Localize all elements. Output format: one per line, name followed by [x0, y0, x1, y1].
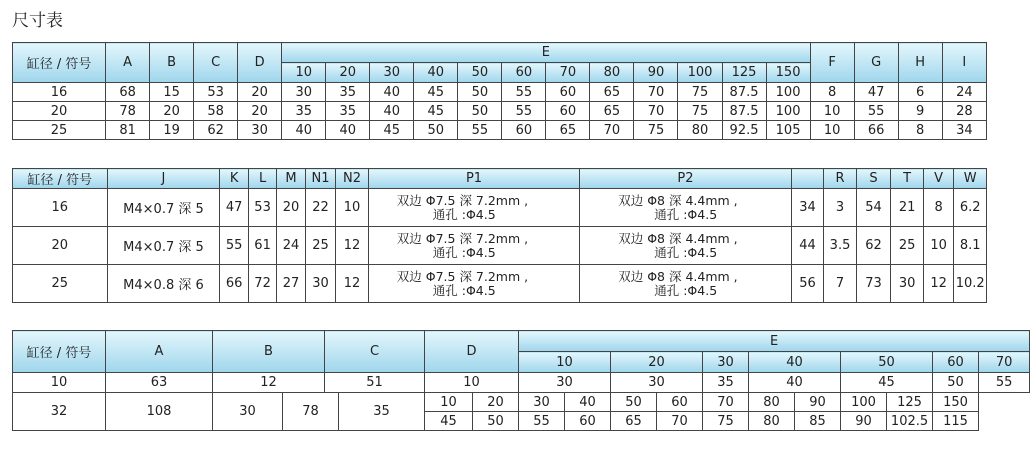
table-cell: 50	[611, 393, 657, 412]
table-cell: 60	[546, 102, 590, 121]
p1-hole-spec-line-2: 通孔 :Φ4.5	[432, 282, 496, 298]
header-e-stroke: 30	[703, 352, 749, 373]
table-cell: 10	[13, 373, 106, 393]
table-cell: 45	[841, 373, 933, 393]
table-cell: 20	[473, 393, 519, 412]
table-cell: 90	[841, 412, 887, 431]
table-cell: 12	[923, 265, 954, 303]
p1-hole-spec	[368, 227, 579, 265]
header-e-stroke: 10	[282, 63, 326, 83]
table-cell: 20	[13, 102, 106, 121]
table-header-row	[13, 43, 987, 63]
table-cell: 65	[611, 412, 657, 431]
table-cell: 16	[13, 83, 106, 102]
table-cell: 53	[194, 83, 238, 102]
table-cell: 70	[590, 121, 634, 140]
table-cell: 10	[810, 102, 854, 121]
p1-hole-spec-line-1: 双边 Φ7.5 深 7.2mm ,	[396, 230, 529, 246]
table-cell: 24	[942, 83, 986, 102]
header-p1: P1	[368, 169, 579, 189]
table-cell: 78	[106, 102, 150, 121]
table-cell: 55	[979, 373, 1030, 393]
table-cell: 30	[611, 373, 703, 393]
table-cell: 90	[795, 393, 841, 412]
table-cell: 47	[220, 189, 248, 227]
table-cell: 40	[282, 121, 326, 140]
table-cell: 72	[248, 265, 276, 303]
table-cell: 85	[795, 412, 841, 431]
table-cell: 60	[546, 83, 590, 102]
header-bore: 缸径 / 符号	[13, 169, 108, 189]
table-row	[13, 189, 987, 227]
header-d: D	[425, 331, 519, 373]
header-b: B	[150, 43, 194, 83]
p2-hole-spec	[580, 265, 791, 303]
table-cell: 45	[414, 83, 458, 102]
header-m: M	[277, 169, 305, 189]
table-cell: 56	[791, 265, 824, 303]
p1-hole-spec-line-1: 双边 Φ7.5 深 7.2mm ,	[396, 268, 529, 284]
header-e-stroke: 40	[749, 352, 841, 373]
table-cell: 20	[150, 102, 194, 121]
table-cell: 150	[933, 393, 979, 412]
p2-hole-spec	[580, 189, 791, 227]
table-cell: 9	[898, 102, 942, 121]
dimension-table-2	[12, 168, 987, 303]
table-cell: 70	[703, 393, 749, 412]
table-cell: 30	[305, 265, 336, 303]
table-cell: 25	[13, 121, 106, 140]
table-cell: 35	[282, 102, 326, 121]
table-cell: 8	[923, 189, 954, 227]
dimension-table-3	[12, 330, 1030, 431]
table-cell: 40	[370, 102, 414, 121]
table-cell: 44	[791, 227, 824, 265]
table-header-row	[13, 331, 1030, 352]
table-cell: 10	[923, 227, 954, 265]
header-r: R	[824, 169, 857, 189]
p2-hole-spec-line-1: 双边 Φ8 深 4.4mm ,	[618, 230, 738, 246]
table-cell: 50	[458, 83, 502, 102]
table-cell: 20	[13, 227, 108, 265]
p2-hole-spec-line-1: 双边 Φ8 深 4.4mm ,	[618, 192, 738, 208]
header-c: C	[194, 43, 238, 83]
table-cell: 54	[856, 189, 891, 227]
header-e-stroke: 60	[933, 352, 979, 373]
header-s: S	[856, 169, 891, 189]
table-cell: 55	[458, 121, 502, 140]
table-cell: 24	[277, 227, 305, 265]
table-cell: 78	[283, 393, 339, 431]
table-cell: 3	[824, 189, 857, 227]
header-e-stroke: 150	[766, 63, 810, 83]
table-cell: 80	[749, 393, 795, 412]
p1-hole-spec-line-1: 双边 Φ7.5 深 7.2mm ,	[396, 192, 529, 208]
header-a: A	[106, 43, 150, 83]
table-cell: 58	[194, 102, 238, 121]
table-cell: 60	[565, 412, 611, 431]
table-cell: 20	[277, 189, 305, 227]
header-e-stroke: 60	[502, 63, 546, 83]
table-cell: 30	[891, 265, 924, 303]
table-cell: 35	[703, 373, 749, 393]
header-g: G	[854, 43, 898, 83]
table-cell: 10	[425, 393, 473, 412]
table-cell: M4×0.7 深 5	[107, 189, 220, 227]
table-cell: 25	[13, 265, 108, 303]
header-w: W	[954, 169, 987, 189]
table-cell: 40	[565, 393, 611, 412]
table-cell: 10	[425, 373, 519, 393]
table-cell: 66	[854, 121, 898, 140]
header-e-stroke: 125	[722, 63, 766, 83]
header-e-stroke: 30	[370, 63, 414, 83]
dimension-table-1	[12, 42, 987, 140]
p1-hole-spec-line-2: 通孔 :Φ4.5	[432, 244, 496, 260]
table-row	[13, 102, 987, 121]
table-cell: 45	[425, 412, 473, 431]
header-e: E	[282, 43, 810, 63]
table-cell: 60	[657, 393, 703, 412]
table-cell: 55	[854, 102, 898, 121]
p2-hole-spec-line-2: 通孔 :Φ4.5	[654, 282, 718, 298]
table-cell: 19	[150, 121, 194, 140]
table-row	[13, 393, 1030, 412]
table-cell: 66	[220, 265, 248, 303]
table-cell: 10	[810, 121, 854, 140]
table-cell: 80	[749, 412, 795, 431]
table-cell: 100	[766, 102, 810, 121]
table-cell: 105	[766, 121, 810, 140]
table-cell: 6.2	[954, 189, 987, 227]
header-e-stroke: 80	[590, 63, 634, 83]
table-cell: 10.2	[954, 265, 987, 303]
header-e-stroke: 70	[546, 63, 590, 83]
table-header-row	[13, 169, 987, 189]
table-cell: 16	[13, 189, 108, 227]
header-l: L	[248, 169, 276, 189]
table-cell: 8.1	[954, 227, 987, 265]
table-cell: 25	[305, 227, 336, 265]
header-e-stroke: 20	[611, 352, 703, 373]
table-cell: 70	[634, 83, 678, 102]
table-cell: 55	[502, 83, 546, 102]
p2-hole-spec-line-1: 双边 Φ8 深 4.4mm ,	[618, 268, 738, 284]
table-cell: 50	[933, 373, 979, 393]
table-cell: 55	[502, 102, 546, 121]
header-e-stroke: 100	[678, 63, 722, 83]
header-e-stroke: 40	[414, 63, 458, 83]
table-cell: M4×0.7 深 5	[107, 227, 220, 265]
table-cell: 7	[824, 265, 857, 303]
page-title: 尺寸表	[12, 11, 63, 31]
table-cell: 61	[248, 227, 276, 265]
table-cell: 62	[194, 121, 238, 140]
table-cell: 115	[933, 412, 979, 431]
header-i: I	[942, 43, 986, 83]
table-cell: 47	[854, 83, 898, 102]
table-row	[13, 227, 987, 265]
table-cell: 70	[634, 102, 678, 121]
table-cell: 20	[238, 102, 282, 121]
table-cell: 8	[810, 83, 854, 102]
table-cell: 63	[106, 373, 213, 393]
header-h: H	[898, 43, 942, 83]
table-cell: 15	[150, 83, 194, 102]
header-b: B	[213, 331, 325, 373]
table-cell: 65	[546, 121, 590, 140]
table-cell: 22	[305, 189, 336, 227]
p1-hole-spec-line-2: 通孔 :Φ4.5	[432, 206, 496, 222]
table-cell: 30	[519, 393, 565, 412]
table-cell: 55	[220, 227, 248, 265]
table-cell: 21	[891, 189, 924, 227]
table-cell: 3.5	[824, 227, 857, 265]
table-cell: 30	[519, 373, 611, 393]
table-cell: 75	[678, 83, 722, 102]
table-cell: 65	[590, 83, 634, 102]
header-e-stroke: 90	[634, 63, 678, 83]
table-cell: 100	[766, 83, 810, 102]
table-cell: 60	[502, 121, 546, 140]
header-d: D	[238, 43, 282, 83]
table-cell: 34	[791, 189, 824, 227]
table-cell: 80	[678, 121, 722, 140]
table-cell: 50	[473, 412, 519, 431]
table-cell: 87.5	[722, 83, 766, 102]
table-row	[13, 265, 987, 303]
p2-hole-spec-line-2: 通孔 :Φ4.5	[654, 206, 718, 222]
table-cell: 55	[519, 412, 565, 431]
table-cell: 125	[887, 393, 933, 412]
header-e: E	[519, 331, 1030, 352]
table-cell: 40	[370, 83, 414, 102]
table-cell: 100	[841, 393, 887, 412]
table-cell: 6	[898, 83, 942, 102]
table-cell: 45	[370, 121, 414, 140]
table-cell: 92.5	[722, 121, 766, 140]
table-cell: 10	[336, 189, 369, 227]
table-cell: 81	[106, 121, 150, 140]
table-cell: 34	[942, 121, 986, 140]
table-cell: 75	[634, 121, 678, 140]
table-cell: 45	[414, 102, 458, 121]
table-cell: 12	[336, 265, 369, 303]
table-row	[13, 373, 1030, 393]
header-e-stroke: 70	[979, 352, 1030, 373]
table-cell: 12	[336, 227, 369, 265]
header-n2: N2	[336, 169, 369, 189]
table-cell: 70	[657, 412, 703, 431]
header-e-stroke: 20	[326, 63, 370, 83]
table-cell: 32	[13, 393, 106, 431]
table-cell: 65	[590, 102, 634, 121]
header-bore: 缸径 / 符号	[13, 331, 106, 373]
table-cell: 35	[326, 83, 370, 102]
table-cell: 30	[213, 393, 283, 431]
header-bore: 缸径 / 符号	[13, 43, 106, 83]
table-row	[13, 121, 987, 140]
header-q	[791, 169, 824, 189]
table-cell: 68	[106, 83, 150, 102]
table-cell: 35	[326, 102, 370, 121]
table-cell: 40	[749, 373, 841, 393]
header-f: F	[810, 43, 854, 83]
table-cell: 108	[106, 393, 213, 431]
table-cell: 12	[213, 373, 325, 393]
header-e-stroke: 50	[841, 352, 933, 373]
header-t: T	[891, 169, 924, 189]
table-cell: 73	[856, 265, 891, 303]
header-v: V	[923, 169, 954, 189]
p1-hole-spec	[368, 265, 579, 303]
header-e-stroke: 50	[458, 63, 502, 83]
header-c: C	[325, 331, 425, 373]
table-cell: 87.5	[722, 102, 766, 121]
table-cell: 53	[248, 189, 276, 227]
header-n1: N1	[305, 169, 336, 189]
table-cell: 27	[277, 265, 305, 303]
table-cell: 20	[238, 83, 282, 102]
table-cell: 102.5	[887, 412, 933, 431]
table-cell: 28	[942, 102, 986, 121]
table-cell: 50	[414, 121, 458, 140]
table-cell: 30	[238, 121, 282, 140]
header-k: K	[220, 169, 248, 189]
header-j: J	[107, 169, 220, 189]
table-cell: 35	[339, 393, 425, 431]
p1-hole-spec	[368, 189, 579, 227]
table-cell: 75	[678, 102, 722, 121]
p2-hole-spec-line-2: 通孔 :Φ4.5	[654, 244, 718, 260]
table-cell: 8	[898, 121, 942, 140]
table-cell: 51	[325, 373, 425, 393]
table-cell: 50	[458, 102, 502, 121]
table-cell: 75	[703, 412, 749, 431]
table-cell: M4×0.8 深 6	[107, 265, 220, 303]
table-cell: 25	[891, 227, 924, 265]
table-cell: 40	[326, 121, 370, 140]
header-p2: P2	[580, 169, 791, 189]
table-cell: 62	[856, 227, 891, 265]
p2-hole-spec	[580, 227, 791, 265]
header-a: A	[106, 331, 213, 373]
header-e-stroke: 10	[519, 352, 611, 373]
table-cell: 30	[282, 83, 326, 102]
table-row	[13, 83, 987, 102]
